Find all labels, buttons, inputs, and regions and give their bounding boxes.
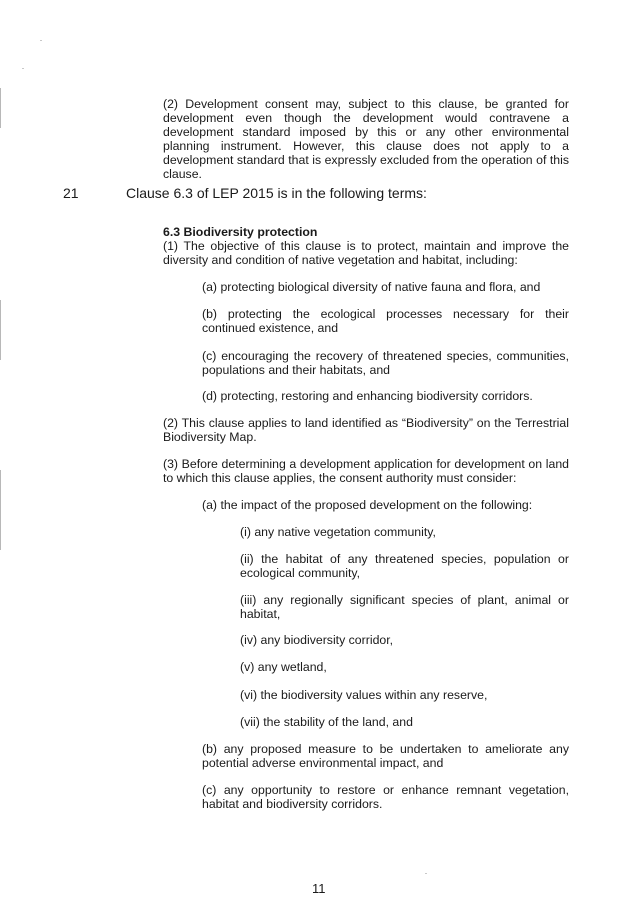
subclause-3-a-item-vii: (vii) the stability of the land, and <box>240 715 413 729</box>
subclause-3-item-c: (c) any opportunity to restore or enhance remnant vegetation, habitat and biodiversity corridors. <box>202 783 569 811</box>
subclause-3-a-item-v: (v) any wetland, <box>240 660 327 674</box>
subclause-1-item-a: (a) protecting biological diversity of native fauna and flora, and <box>202 280 541 294</box>
page-number: 11 <box>312 881 326 896</box>
quoted-clause-subclause-2: (2) Development consent may, subject to this clause, be granted for development even though the development would contravene a development standard imposed by this or any other environmental planning instrument. However, this clause does not apply to a development standard that is expressly excluded from the operation of this clause. <box>163 97 569 181</box>
clause-subclause-3: (3) Before determining a development application for development on land to which this clause applies, the consent authority must consider: <box>163 457 569 485</box>
clause-heading: 6.3 Biodiversity protection <box>163 225 318 239</box>
subclause-1-item-c: (c) encouraging the recovery of threatened species, communities, populations and their habitats, and <box>202 349 569 377</box>
subclause-3-a-item-iv: (iv) any biodiversity corridor, <box>240 633 394 647</box>
subclause-3-a-item-ii: (ii) the habitat of any threatened species, population or ecological community, <box>240 552 569 580</box>
scan-margin-line <box>0 300 1 360</box>
clause-subclause-1: (1) The objective of this clause is to protect, maintain and improve the diversity and condition of native vegetation and habitat, including: <box>163 239 569 267</box>
paragraph-text: Clause 6.3 of LEP 2015 is in the following terms: <box>126 185 427 201</box>
scan-margin-line <box>0 88 1 128</box>
scan-speck <box>425 873 427 874</box>
subclause-3-a-item-i: (i) any native vegetation community, <box>240 525 436 539</box>
subclause-3-item-b: (b) any proposed measure to be undertaken to ameliorate any potential adverse environmental impact, and <box>202 742 569 770</box>
paragraph-number: 21 <box>63 185 79 201</box>
clause-subclause-2: (2) This clause applies to land identified as “Biodiversity” on the Terrestrial Biodiversity Map. <box>163 416 569 444</box>
scan-speck <box>40 40 42 41</box>
subclause-3-a-item-vi: (vi) the biodiversity values within any reserve, <box>240 688 488 702</box>
scan-speck <box>22 68 24 69</box>
subclause-1-item-b: (b) protecting the ecological processes necessary for their continued existence, and <box>202 307 569 335</box>
subclause-1-item-d: (d) protecting, restoring and enhancing biodiversity corridors. <box>202 389 533 403</box>
subclause-3-a-item-iii: (iii) any regionally significant species of plant, animal or habitat, <box>240 593 569 621</box>
subclause-3-item-a: (a) the impact of the proposed development on the following: <box>202 498 533 512</box>
scan-margin-line <box>0 470 1 550</box>
